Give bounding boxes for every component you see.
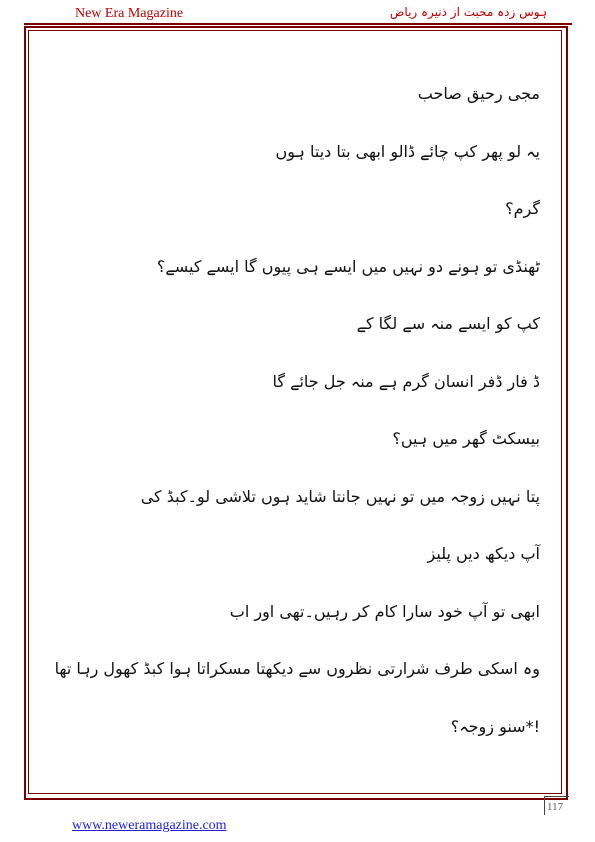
website-link[interactable]: www.neweramagazine.com	[72, 818, 227, 833]
page-number: 117	[547, 801, 564, 813]
story-line: ابھی تو آپ خود سارا کام کر رہیں۔تھی اور اب	[229, 601, 540, 621]
story-line: !*سنو زوجہ؟	[450, 716, 540, 736]
story-line: پتا نہیں زوجہ میں تو نہیں جانتا شاید ہوں تلاشی لو۔کبڈ کی	[140, 486, 540, 506]
story-body	[54, 80, 540, 770]
story-title: ہوس زدہ محبت از ذنیرہ ریاض	[389, 5, 547, 19]
story-line: وہ اسکی طرف شرارتی نظروں سے دیکھتا مسکراتا ہوا کبڈ کھول رہا تھا	[54, 659, 540, 678]
story-line: گرم؟	[505, 199, 540, 218]
story-line: آپ دیکھ دیں پلیز	[427, 544, 540, 563]
story-line: یہ لو پھر کپ چائے ڈالو ابھی بتا دیتا ہوں	[275, 141, 540, 161]
story-line: کپ کو ایسے منہ سے لگا کے	[356, 314, 540, 333]
story-line: بیسکٹ گھر میں ہیں؟	[392, 429, 540, 448]
story-line: ڈ فار ڈفر انسان گرم ہے منہ جل جائے گا	[272, 371, 540, 391]
story-line: ٹھنڈی تو ہونے دو نہیں میں ایسے ہی پیوں گا ایسے کیسے؟	[156, 256, 540, 276]
header-divider	[24, 23, 572, 25]
magazine-name: New Era Magazine	[75, 6, 184, 21]
story-line: مجی رحیق صاحب	[417, 84, 540, 103]
